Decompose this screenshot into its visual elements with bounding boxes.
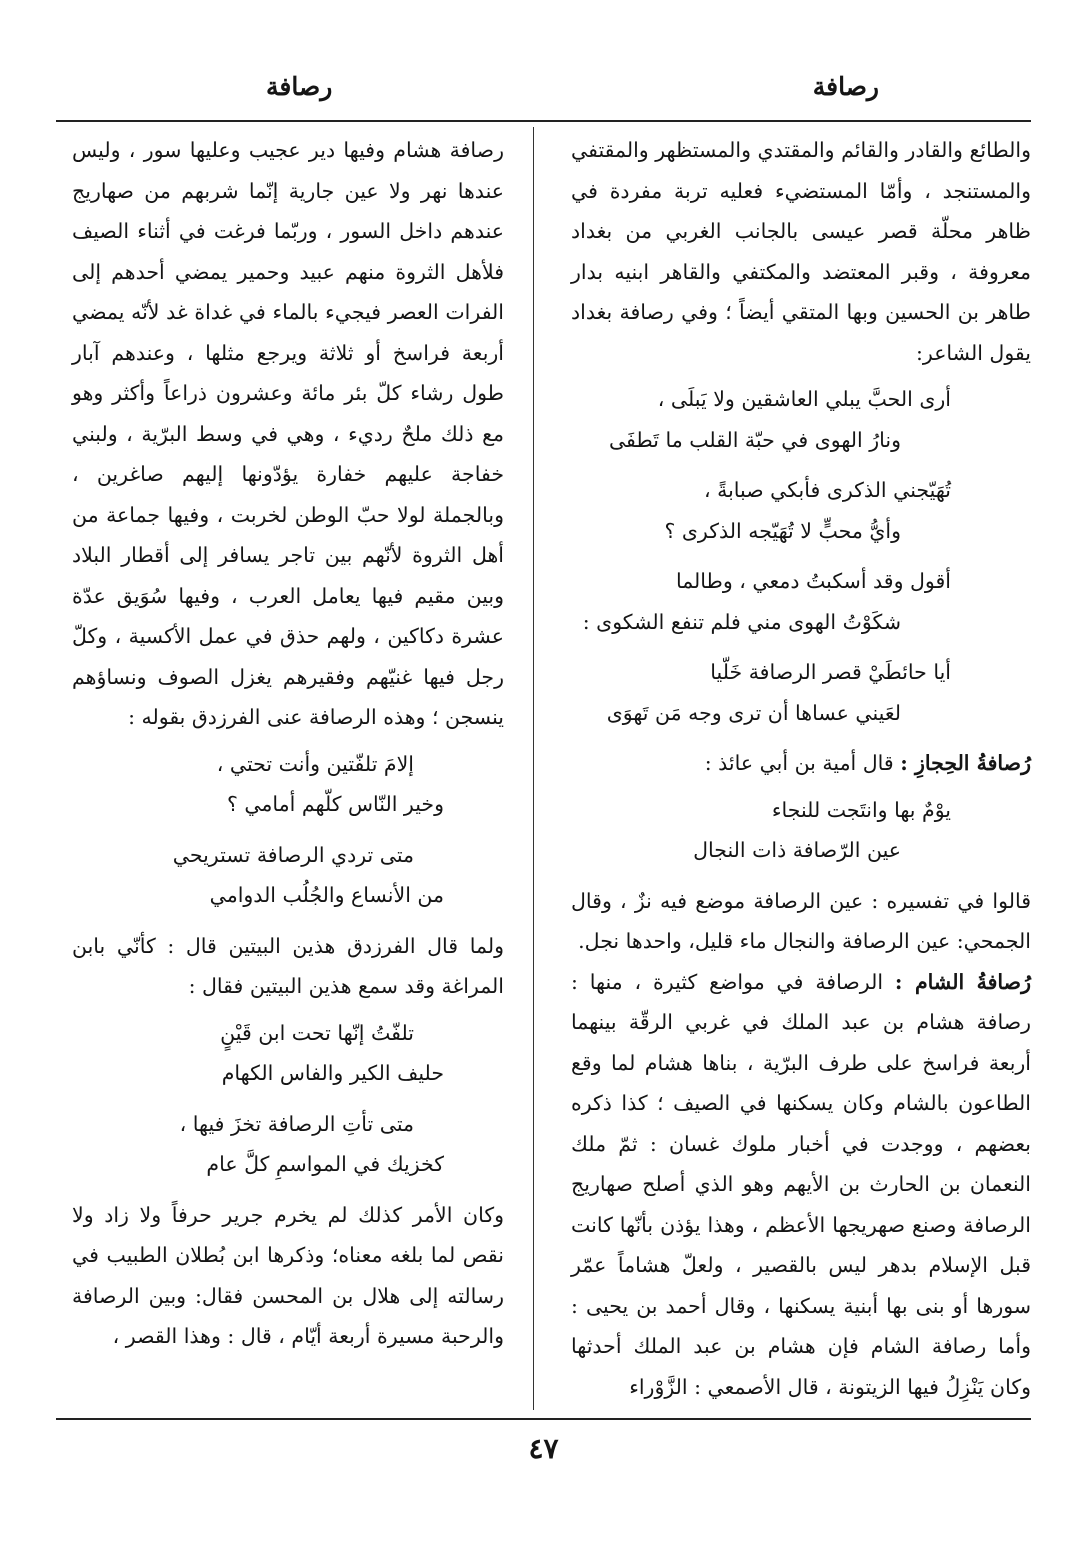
left-column: [72, 130, 504, 1357]
sham-entry: [571, 962, 1031, 1408]
verse-line: ونارُ الهوى في حبّة القلب ما تَطفَى: [608, 427, 901, 452]
verse-block: [72, 744, 504, 825]
body-paragraph: رصافة هشام وفيها دير عجيب وعليها سور ، وليس عندها نهر ولا عين جارية إنّما شربهم من صهاريج عندهم داخل السور ، وربّما فرغت في أثناء الصيف فلأهل الثروة منهم عبيد وحمير يمضي أحدهم إلى الفرات العصر فيجيء بالماء في غداة غد لأنّه يمضي أربعة فراسخ أو ثلاثة ويرجع مثلها ، وعندهم آبار طول رشاء كلّ بئر مائة وعشرون ذراعاً وأكثر وهو مع ذلك ملحٌ رديء ، وهي في وسط البرّية ، ولبني خفاجة عليهم خفارة يؤدّونها إليهم صاغرين ، وبالجملة لولا حبّ الوطن لخربت ، وفيها جماعة من أهل الثروة لأنّهم بين تاجر يسافر إلى أقطار البلاد وبين مقيم فيها يعامل العرب ، وفيها سُوَيق عدّة عشرة دكاكين ، ولهم حذق في عمل الأكسية ، وكلّ رجل فيها غنيّهم وفقيرهم يغزل الصوف ونساؤهم ينسجن ؛ وهذه الرصافة عنى الفرزدق بقوله :: [72, 138, 504, 729]
verse-line: أقول وقد أسكبتُ دمعي ، وطالما: [675, 569, 951, 593]
verse-line: يوْمٌ بها وانتَجت للنجاء: [771, 797, 951, 822]
verse-line: متى تردي الرصافة تستريحي: [172, 842, 414, 867]
verse-line: إلامَ تلفّتين وأنت تحتي ،: [216, 751, 414, 776]
running-title-left: رصافة: [266, 72, 333, 101]
verse-line: أرى الحبَّ يبلي العاشقين ولا يَبلَى ،: [657, 387, 951, 411]
entry-heading-sham: رُصافةُ الشام :: [894, 969, 1031, 994]
sham-text: الرصافة في مواضع كثيرة ، منها : رصافة هشام بن عبد الملك في غربي الرقّة بينهما أربعة فراسخ على طرف البرّية ، بناها هشام لما وقع الطاعون بالشام وكان يسكنها في الصيف ؛ كذا ذكره بعضهم ، ووجدت في أخبار ملوك غسان : ثمّ ملك النعمان بن الحارث بن الأيهم وهو الذي أصلح صهاريج الرصافة وصنع صهريجها الأعظم ، وهذا يؤذن بأنّها كانت قبل الإسلام بدهر ليس بالقصير ، ولعلّ هشاماً عمّر سورها أو بنى بها أبنية يسكنها ، وقال أحمد بن يحيى : وأما رصافة الشام فإن هشام بن عبد الملك أحدثها وكان يَنْزِلُ فيها الزيتونة ، قال الأصمعي : الزَّوْراء: [571, 969, 1031, 1399]
entry-heading-hijaz: رُصافةُ الحِجازِ :: [900, 751, 1031, 775]
header-rule: [56, 120, 1031, 122]
hijaz-text: قال أمية بن أبي عائذ :: [704, 751, 894, 775]
verse-line: لعَيني عساها أن ترى وجه مَن تَهوَى: [606, 700, 901, 725]
verse-block: [72, 1013, 504, 1094]
running-title-right: رصافة: [812, 72, 879, 101]
verse-line: كخزيك في المواسمِ كلَّ عام: [206, 1152, 444, 1176]
verse-block: [571, 790, 1031, 871]
verse-line: متى تأتِ الرصافة تخزَ فيها ،: [179, 1111, 414, 1136]
verse-block: [571, 561, 1031, 642]
body-paragraph: ولما قال الفرزدق هذين البيتين قال : كأنّي بابن المراغة وقد سمع هذين البيتين فقال :: [72, 933, 504, 998]
verse-block: [72, 835, 504, 916]
right-column: [571, 130, 1031, 1407]
intro-paragraph: والطائع والقادر والقائم والمقتدي والمستظهر والمقتفي والمستنجد ، وأمّا المستضيء فعليه تربة مفردة في ظاهر محلّة قصر عيسى بالجانب الغربي من بغداد معروفة ، وقبر المعتضد والمكتفي والقاهر ابنيه بدار طاهر بن الحسين وبها المتقي أيضاً ؛ وفي رصافة بغداد يقول الشاعر:: [571, 138, 1031, 365]
verse-block: [72, 1104, 504, 1185]
hijaz-entry: [571, 743, 1031, 784]
verse-line: تلفّتُ إنّها تحت ابن قَيْنٍ: [220, 1020, 414, 1045]
verse-line: وأيُّ محبٍّ لا تُهَيّجه الذكرى ؟: [664, 518, 901, 543]
column-divider: [533, 127, 534, 1410]
page-header: [56, 72, 1031, 106]
hijaz-commentary: قالوا في تفسيره : عين الرصافة موضع فيه نزٌ ، وقال الجمحي: عين الرصافة والنجال ماء قليل، واحدها نجل.: [571, 888, 1031, 953]
verse-line: عين الرّصافة ذات النجال: [693, 838, 901, 862]
verse-block: [571, 470, 1031, 551]
footer-rule: [56, 1418, 1031, 1420]
verse-line: تُهَيّجني الذكرى فأبكي صبابةً ،: [703, 478, 951, 502]
verse-block: [571, 652, 1031, 733]
verse-block: [571, 379, 1031, 460]
verse-line: حليف الكير والفاس الكهام: [221, 1061, 444, 1085]
page-number: ٤٧: [528, 1432, 559, 1465]
verse-line: أيا حائطَيْ قصر الرصافة خَلّيا: [710, 660, 951, 684]
verse-line: وخير النّاس كلّهم أمامي ؟: [226, 792, 444, 816]
verse-line: شكَوْتُ الهوى مني فلم تنفع الشكوى :: [582, 609, 901, 634]
body-paragraph: وكان الأمر كذلك لم يخرم جرير حرفاً ولا زاد ولا نقص لما بلغه معناه؛ وذكرها ابن بُطلان الطبيب في رسالته إلى هلال بن المحسن فقال: وبين الرصافة والرحبة مسيرة أربعة أيّام ، قال : وهذا القصر ،: [72, 1202, 504, 1348]
verse-line: من الأنساع والجُلُب الدوامي: [209, 883, 444, 907]
